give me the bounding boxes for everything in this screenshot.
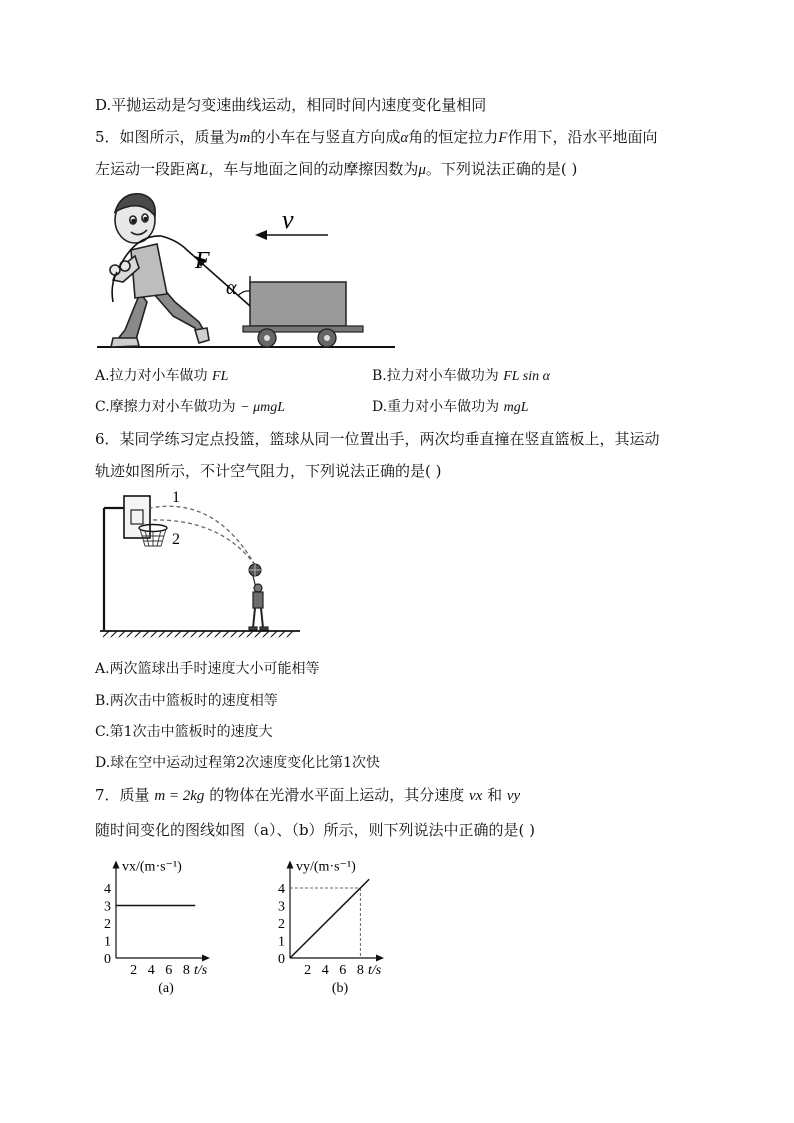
x-axis-label: t/s (368, 963, 382, 978)
y-tick-label: 0 (104, 952, 111, 967)
q5-option-b: B.拉力对小车做功为 FL sin α (372, 368, 550, 384)
y-tick-label: 4 (278, 882, 285, 897)
x-tick-label: 4 (321, 963, 329, 978)
label-trajectory-1: 1 (172, 489, 180, 506)
chart-caption: (b) (331, 981, 349, 996)
q5-math-f: F (498, 130, 508, 146)
q5-text: 角的恒定拉力 (408, 128, 499, 146)
x-tick-label: 8 (182, 963, 190, 978)
y-axis-arrow (287, 861, 294, 869)
q7-stem-line2: 随时间变化的图线如图（a）、（b）所示，则下列说法中正确的是( ) (95, 821, 536, 839)
q7-stem-line1 (95, 785, 520, 806)
q5-text: 的小车在与竖直方向成 (250, 128, 401, 146)
y-tick-label: 2 (104, 917, 111, 932)
y-axis-label: vy/(m·s⁻¹) (296, 859, 356, 875)
x-tick-label: 8 (356, 963, 364, 978)
q5-option-d: D.重力对小车做功为 mgL (372, 399, 529, 415)
trajectory-1 (150, 506, 255, 565)
q5-math-alpha: α (400, 130, 409, 146)
q5-math-m: m (239, 130, 251, 146)
q5-stem-line1 (95, 127, 657, 148)
x-axis-arrow (202, 955, 210, 962)
label-v: v (282, 205, 294, 234)
label-alpha: α (226, 277, 237, 299)
q7-text: 的物体在光滑水平面上运动，其分速度 (204, 786, 469, 804)
q5-text: 5．如图所示，质量为 (95, 128, 240, 146)
q5-text: ，车与地面之间的动摩擦因数为 (208, 160, 419, 178)
chart-a (96, 852, 226, 994)
q5-text: 作用下，沿水平地面向 (507, 128, 658, 146)
q7-math-mass: m = 2kg (154, 788, 205, 804)
x-tick-label: 4 (147, 963, 155, 978)
x-tick-label: 2 (304, 963, 312, 978)
x-axis-arrow (376, 955, 384, 962)
chart-b (270, 852, 410, 994)
player-figure (249, 576, 268, 630)
y-tick-label: 2 (278, 917, 285, 932)
q6-option-b: B.两次击中篮板时的速度相等 (95, 693, 278, 709)
q7-math-vx: vx (468, 788, 483, 804)
y-tick-label: 3 (104, 899, 111, 915)
q5-text: 。下列说法正确的是( ) (425, 160, 578, 178)
y-tick-label: 1 (278, 934, 285, 950)
alpha-arc (238, 291, 250, 296)
q5-text: 左运动一段距离 (95, 160, 201, 178)
q5-figure (95, 190, 405, 355)
q5-math-l: L (200, 162, 209, 178)
q7-text: 7．质量 (95, 786, 155, 804)
q6-stem-line1: 6．某同学练习定点投篮，篮球从同一位置出手，两次均垂直撞在竖直篮板上，其运动 (95, 430, 660, 448)
q6-option-a: A.两次篮球出手时速度大小可能相等 (95, 661, 320, 677)
q6-stem-line2: 轨迹如图所示，不计空气阻力，下列说法正确的是( ) (95, 462, 442, 480)
q6-option-c: C.第1次击中篮板时的速度大 (95, 724, 273, 740)
chart-caption: (a) (158, 981, 174, 996)
x-tick-label: 6 (165, 963, 173, 978)
q5-option-a: A.拉力对小车做功 FL (95, 368, 229, 384)
q5-option-c: C.摩擦力对小车做功为 − μmgL (95, 399, 285, 415)
y-axis-arrow (113, 861, 120, 869)
q7-text: 和 (482, 786, 507, 804)
q5-math-mu: μ (418, 162, 426, 178)
q6-option-d: D.球在空中运动过程第2次速度变化比第1次快 (95, 755, 380, 771)
label-f: F (195, 248, 210, 274)
series-line (290, 879, 369, 958)
q4-option-d: D.平抛运动是匀变速曲线运动，相同时间内速度变化量相同 (95, 96, 487, 114)
q6-figure (95, 488, 305, 643)
x-tick-label: 2 (130, 963, 138, 978)
y-tick-label: 4 (104, 882, 111, 897)
label-trajectory-2: 2 (172, 531, 180, 548)
x-tick-label: 6 (339, 963, 347, 978)
x-axis-label: t/s (194, 963, 208, 978)
y-tick-label: 0 (278, 952, 285, 967)
velocity-arrowhead (255, 230, 267, 240)
y-tick-label: 1 (104, 934, 111, 950)
y-tick-label: 3 (278, 899, 285, 915)
y-axis-label: vx/(m·s⁻¹) (122, 859, 182, 875)
cart-box (250, 282, 346, 326)
q5-stem-line2 (95, 159, 577, 180)
q7-math-vy: vy (506, 788, 521, 804)
